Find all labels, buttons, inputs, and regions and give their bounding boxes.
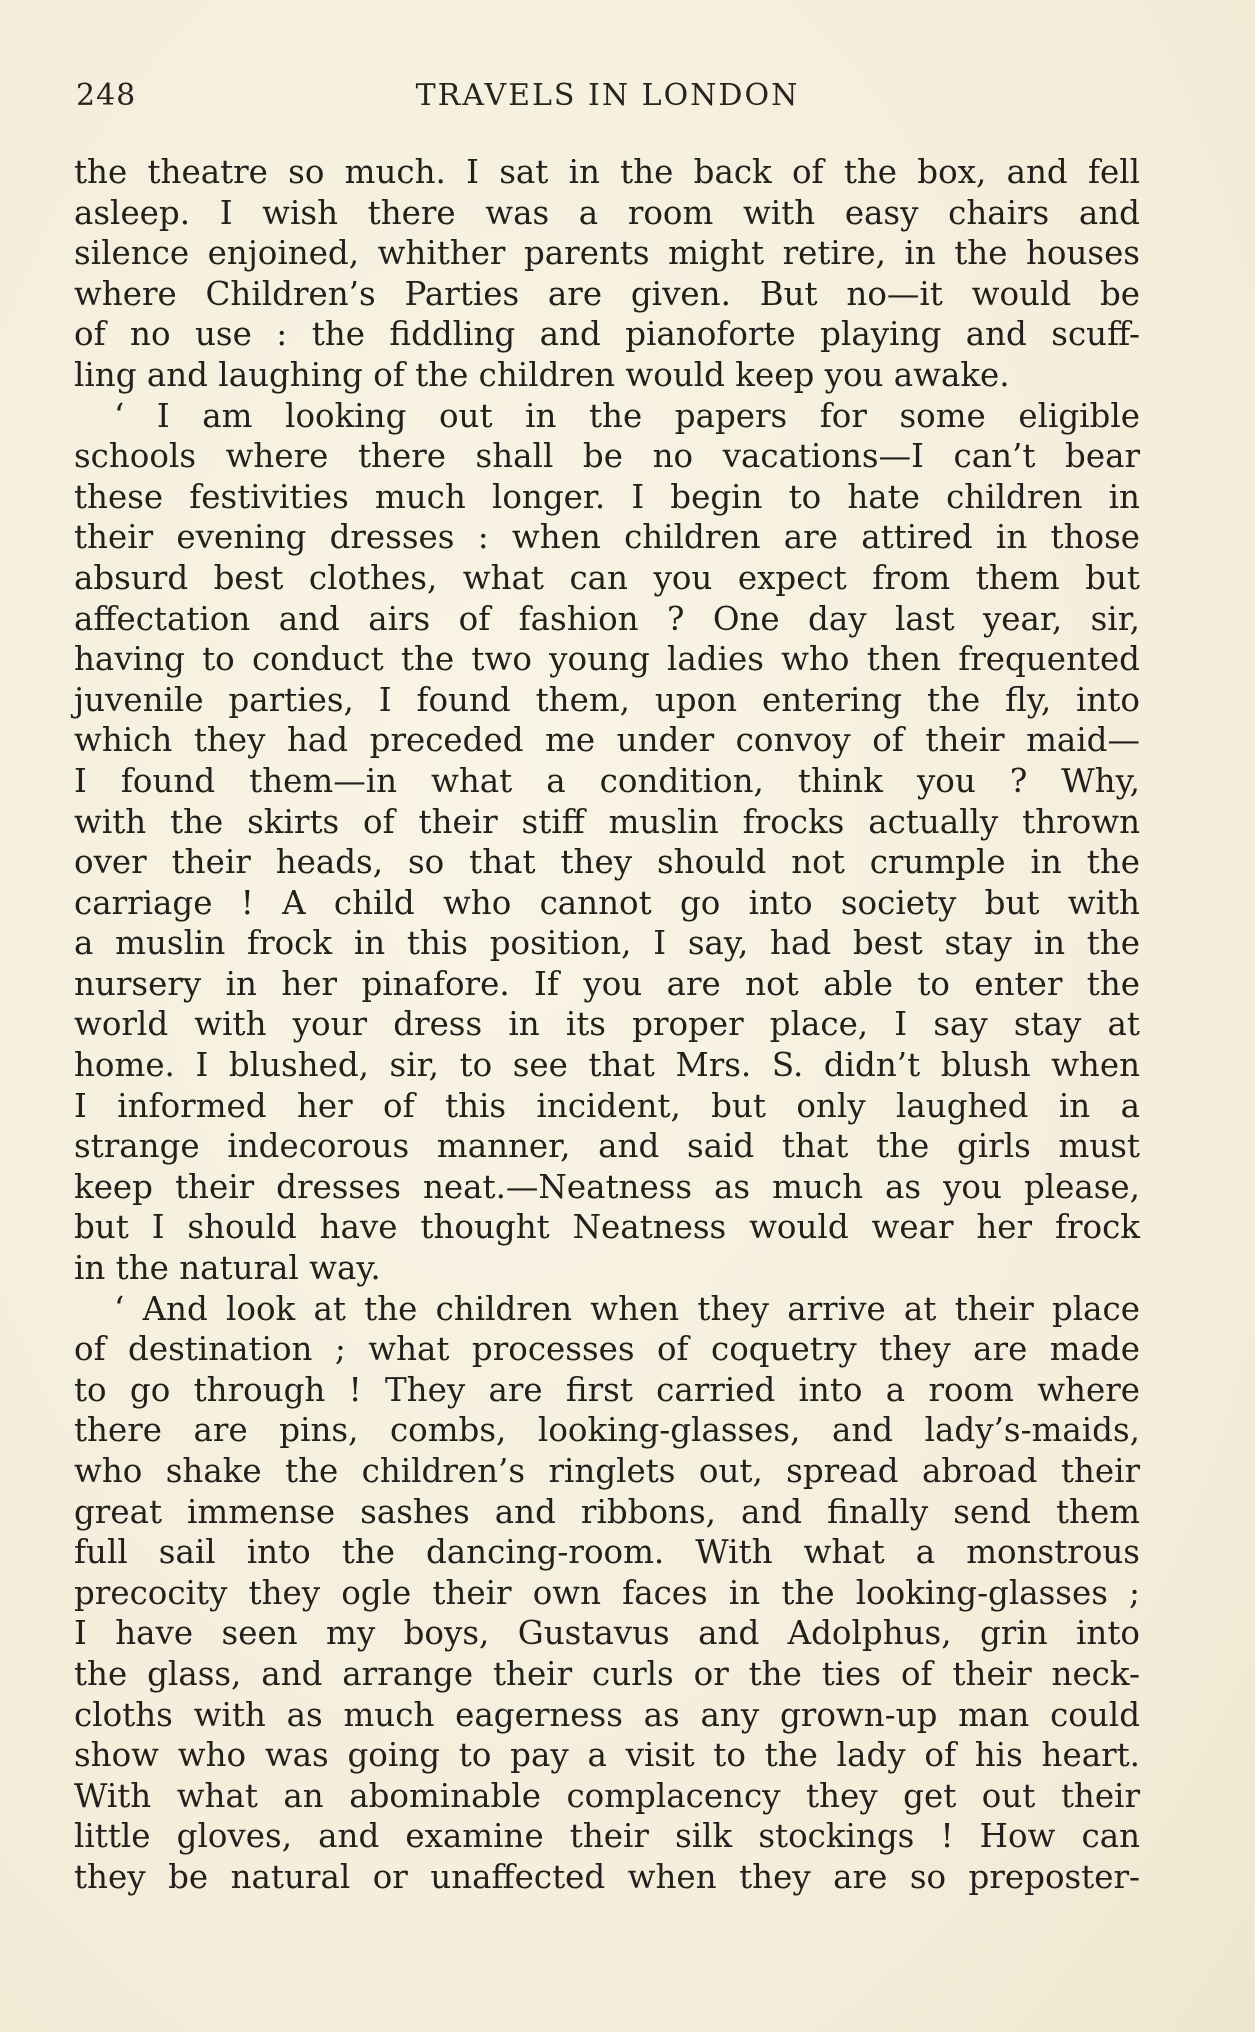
text-line: With what an abominable complacency they get out their xyxy=(74,1776,1140,1815)
text-line: the theatre so much. I sat in the back of the box, and fell xyxy=(74,153,1140,191)
text-line: of destination ; what processes of coquetry they are made xyxy=(74,1330,1140,1369)
text-line: who shake the children’s ringlets out, spread abroad their xyxy=(74,1452,1140,1490)
text-line: they be natural or unaffected when they are so preposter- xyxy=(74,1857,1140,1896)
text-line: juvenile parties, I found them, upon entering the fly, into xyxy=(74,680,1140,719)
text-line: the glass, and arrange their curls or the ties of their neck- xyxy=(74,1654,1140,1693)
running-head xyxy=(76,78,1139,124)
text-line: cloths with as much eagerness as any grown-up man could xyxy=(74,1695,1140,1734)
text-line: asleep. I wish there was a room with easy chairs and xyxy=(74,193,1140,232)
text-line: little gloves, and examine their silk stockings ! How can xyxy=(74,1817,1140,1856)
text-line: ‘ I am looking out in the papers for some eligible xyxy=(114,396,1140,435)
text-line: to go through ! They are first carried into a room where xyxy=(74,1370,1140,1409)
text-line: a muslin frock in this position, I say, had best stay in the xyxy=(74,924,1140,963)
text-line: carriage ! A child who cannot go into society but with xyxy=(74,883,1140,922)
text-line: full sail into the dancing-room. With what a monstrous xyxy=(74,1533,1140,1572)
text-line: precocity they ogle their own faces in the looking-glasses ; xyxy=(74,1573,1140,1612)
text-line: over their heads, so that they should not crumple in the xyxy=(74,843,1140,882)
text-line: schools where there shall be no vacations—I can’t bear xyxy=(74,437,1140,476)
text-line: these festivities much longer. I begin to hate children in xyxy=(74,477,1140,516)
text-line: of no use : the fiddling and pianoforte playing and scuff- xyxy=(74,315,1140,354)
text-line: I informed her of this incident, but only laughed in a xyxy=(74,1086,1140,1125)
text-line: ling and laughing of the children would keep you awake. xyxy=(74,355,1010,394)
text-line: great immense sashes and ribbons, and finally send them xyxy=(74,1492,1140,1531)
text-line: there are pins, combs, looking-glasses, and lady’s-maids, xyxy=(74,1411,1140,1450)
text-line: with the skirts of their stiff muslin frocks actually thrown xyxy=(74,802,1140,841)
text-line: strange indecorous manner, and said that the girls must xyxy=(74,1127,1140,1166)
text-line: in the natural way. xyxy=(74,1249,381,1288)
page-number: 248 xyxy=(76,78,137,113)
text-line: I have seen my boys, Gustavus and Adolphus, grin into xyxy=(74,1614,1140,1653)
text-line: their evening dresses : when children are attired in those xyxy=(74,518,1140,557)
text-line: keep their dresses neat.—Neatness as much as you please, xyxy=(74,1167,1140,1206)
text-line: where Children’s Parties are given. But no—it would be xyxy=(74,274,1140,313)
text-line: show who was going to pay a visit to the lady of his heart. xyxy=(74,1736,1140,1775)
text-line: but I should have thought Neatness would wear her frock xyxy=(74,1208,1140,1247)
text-line: I found them—in what a condition, think you ? Why, xyxy=(74,761,1140,800)
text-line: affectation and airs of fashion ? One day last year, sir, xyxy=(74,599,1140,638)
body-text xyxy=(74,152,1140,1898)
text-line: world with your dress in its proper place, I say stay at xyxy=(74,1005,1140,1044)
text-line: nursery in her pinafore. If you are not able to enter the xyxy=(74,964,1140,1003)
text-line: silence enjoined, whither parents might retire, in the houses xyxy=(74,234,1140,273)
text-line: absurd best clothes, what can you expect from them but xyxy=(74,558,1140,597)
text-line: which they had preceded me under convoy of their maid— xyxy=(74,721,1140,760)
text-line: home. I blushed, sir, to see that Mrs. S. didn’t blush when xyxy=(74,1046,1140,1085)
text-line: having to conduct the two young ladies who then frequented xyxy=(74,640,1140,679)
running-title: TRAVELS IN LONDON xyxy=(415,78,800,113)
text-line: ‘ And look at the children when they arrive at their place xyxy=(114,1289,1140,1328)
